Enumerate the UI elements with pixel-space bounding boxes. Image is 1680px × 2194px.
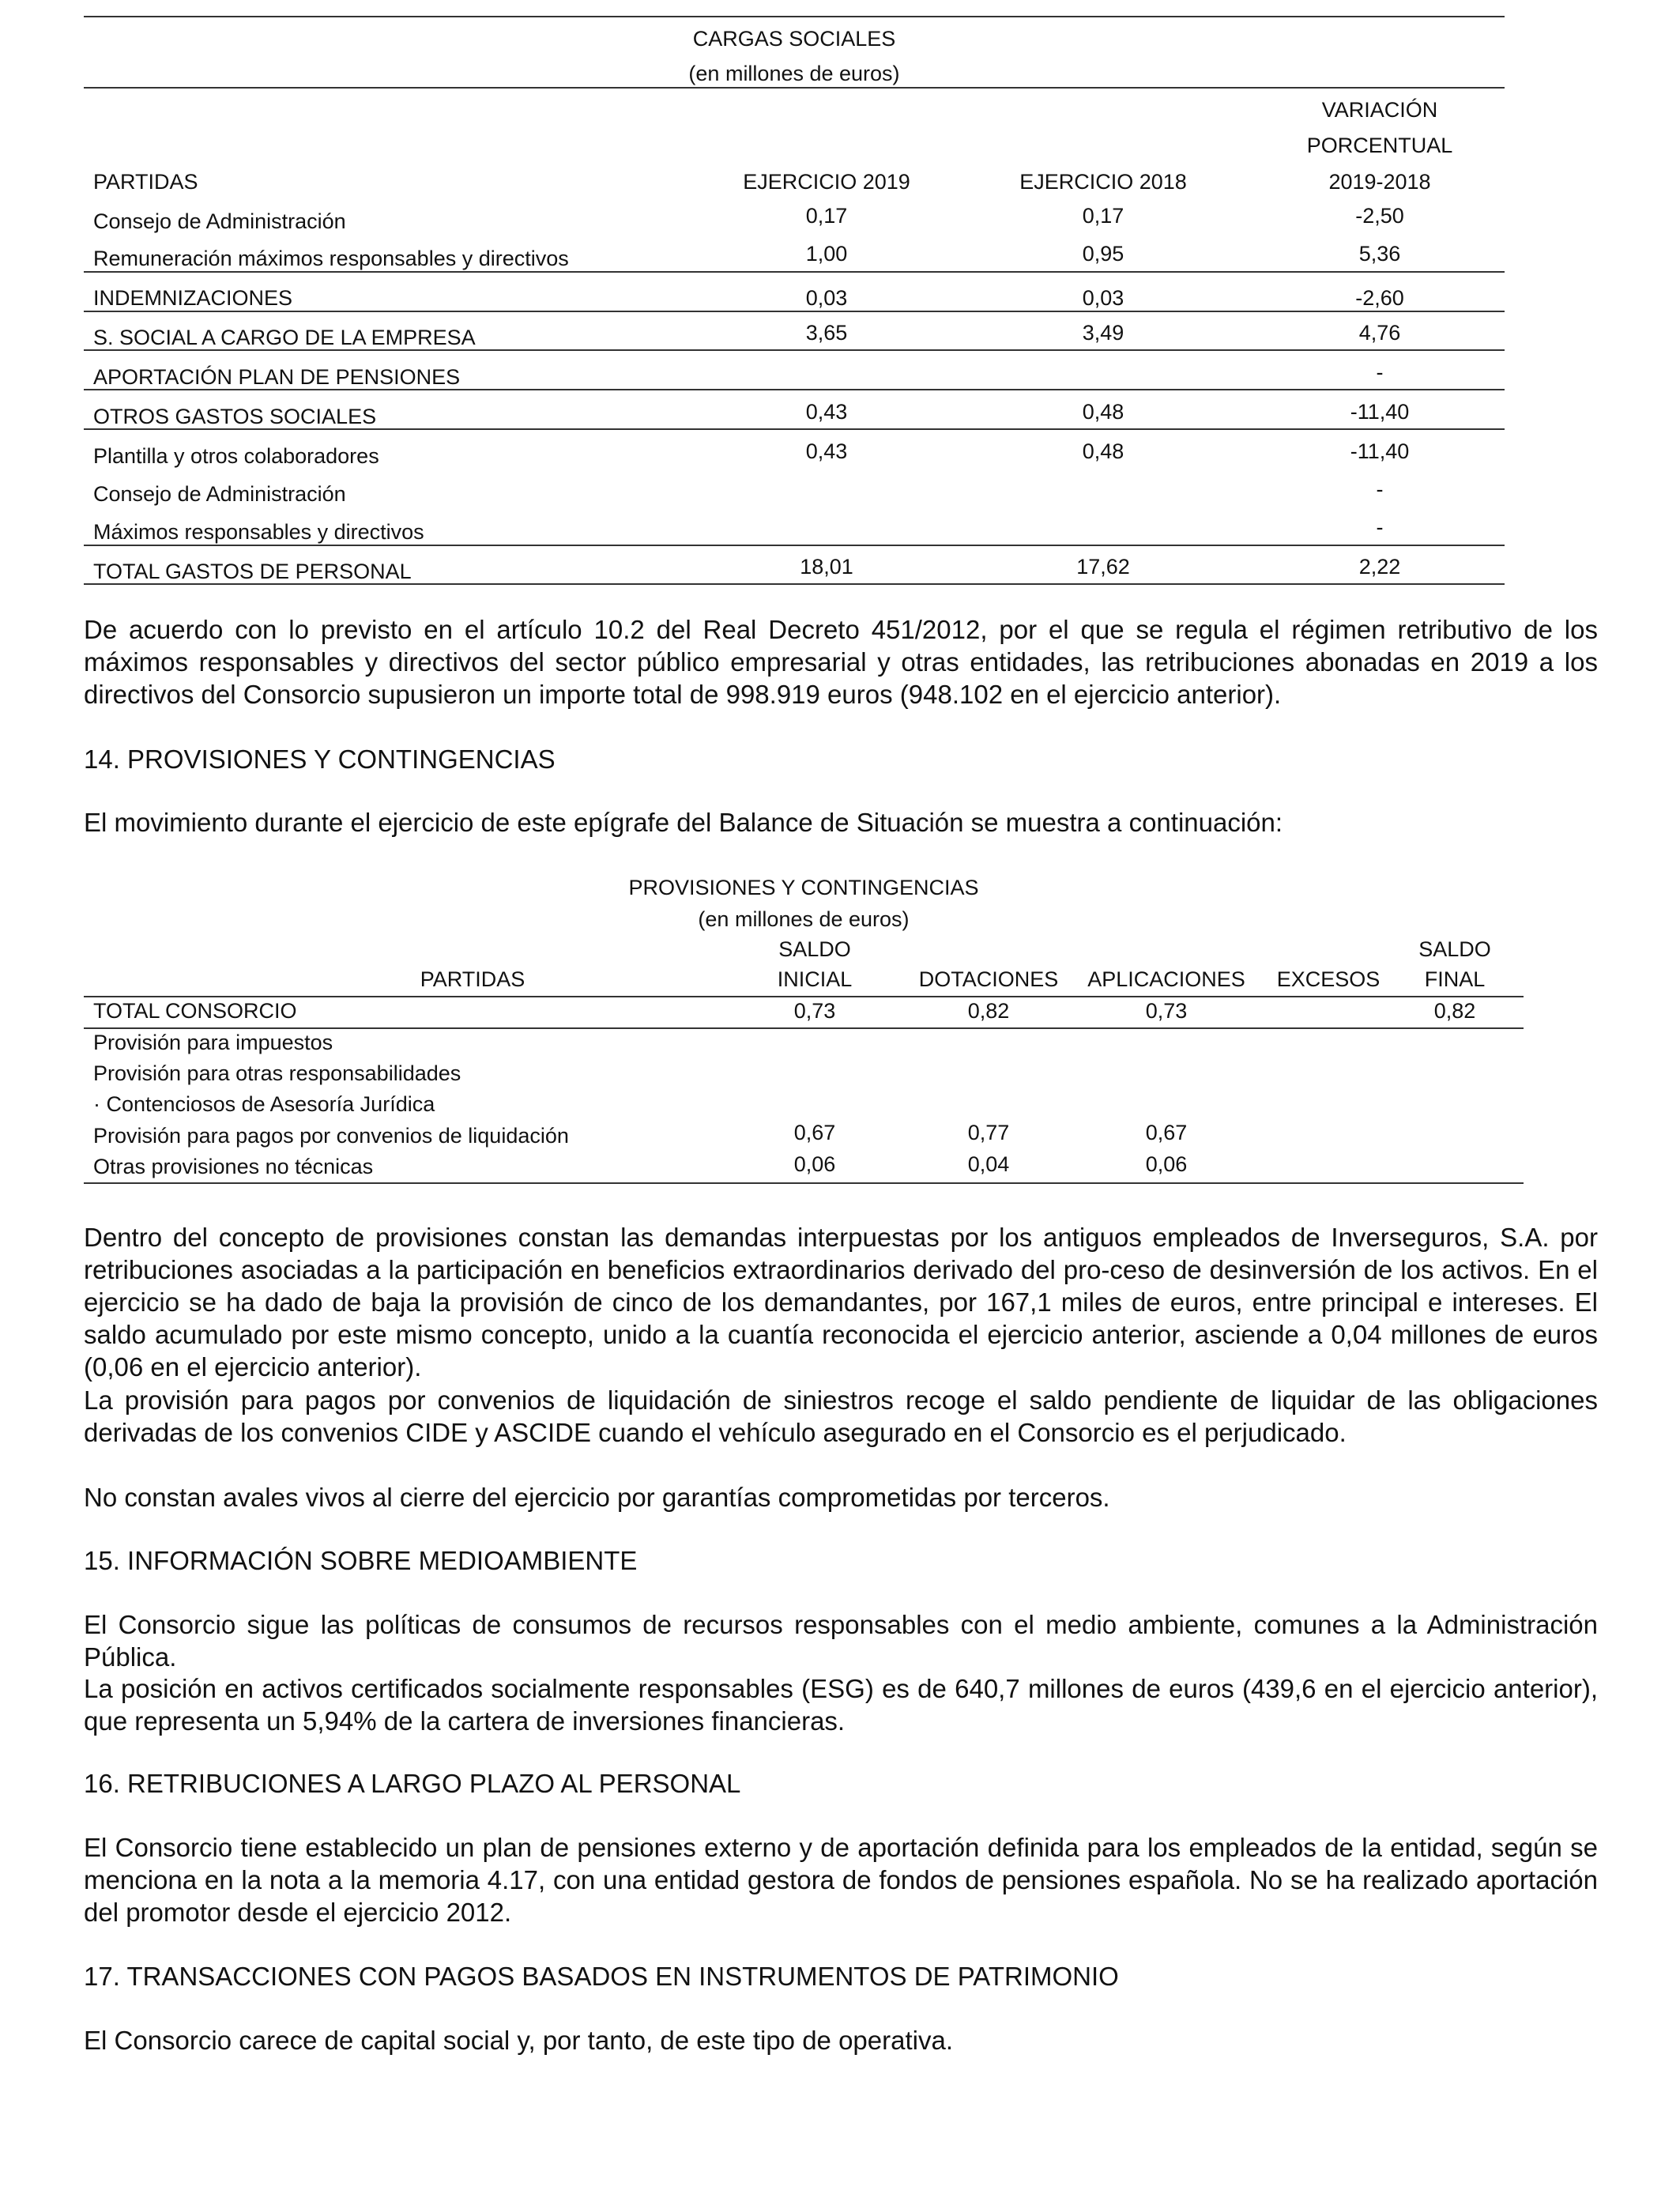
table-rule — [84, 87, 1505, 89]
header-porcentual: PORCENTUAL — [1306, 134, 1453, 157]
paragraph-medioambiente: El Consorcio sigue las políticas de consumos de recursos responsables con el medio ambiente, comunes a la Administración Pública. — [84, 1610, 1598, 1672]
table-cell: -11,40 — [1350, 400, 1410, 424]
table-rule — [84, 428, 1505, 430]
header-saldo-inicial: SALDO — [778, 937, 851, 961]
table-row-label: INDEMNIZACIONES — [93, 286, 293, 310]
table-row-label: Provisión para otras responsabilidades — [93, 1061, 461, 1085]
table-rule — [84, 1027, 1524, 1029]
table-caption: PROVISIONES Y CONTINGENCIAS — [628, 876, 979, 899]
table-rule — [84, 389, 1505, 390]
header-saldo-final: SALDO — [1418, 937, 1491, 961]
table-cell: 0,17 — [1082, 204, 1124, 228]
header-ejercicio-2019: EJERCICIO 2019 — [743, 170, 910, 194]
paragraph-pensiones: El Consorcio tiene establecido un plan de pensiones externo y de aportación definida para los empleados de la entidad, según se menciona en la nota a la memoria 4.17, con una entidad gestora de fondos de pensiones española. No se ha realizado aportación del promotor desde el ejercicio 2012. — [84, 1833, 1598, 1927]
table-units: (en millones de euros) — [698, 907, 910, 931]
header-dotaciones: DOTACIONES — [918, 967, 1059, 991]
paragraph-demandas: Dentro del concepto de provisiones constan las demandas interpuestas por los antiguos empleados de Inverseguros, S.A. por retribuciones asociadas a la participación en beneficios extraordinarios derivado del pro-ceso de desinversión de los activos. En el ejercicio se ha dado de baja la provisión de cinco de los demandantes, por 167,1 miles de euros, entre principal e intereses. El saldo acumulado por este mismo concepto, unido a la cuantía reconocida el ejercicio anterior, asciende a 0,04 millones de euros (0,06 en el ejercicio anterior). — [84, 1223, 1598, 1382]
paragraph-convenios: La provisión para pagos por convenios de liquidación de siniestros recoge el saldo pendiente de liquidar de las obligaciones derivadas de los convenios CIDE y ASCIDE cuando el vehículo asegurado en el Consorcio es el perjudicado. — [84, 1385, 1598, 1447]
table-cell: 2,22 — [1358, 555, 1401, 579]
table-caption: CARGAS SOCIALES — [692, 27, 896, 51]
table-units: (en millones de euros) — [688, 62, 900, 85]
header-ejercicio-2018: EJERCICIO 2018 — [1019, 170, 1187, 194]
table-cell: 3,65 — [805, 321, 848, 345]
table-cell: 0,43 — [805, 400, 848, 424]
table-cell: 0,48 — [1082, 439, 1124, 463]
header-2019-2018: 2019-2018 — [1328, 170, 1431, 194]
table-row-label: Remuneración máximos responsables y directivos — [93, 247, 569, 270]
section-heading: 15. INFORMACIÓN SOBRE MEDIOAMBIENTE — [84, 1546, 638, 1575]
table-rule — [84, 583, 1505, 585]
table-cell: 0,48 — [1082, 400, 1124, 424]
paragraph-esg: La posición en activos certificados socialmente responsables (ESG) es de 640,7 millones de euros (439,6 en el ejercicio anterior), que representa un 5,94% de la cartera de inversiones financieras. — [84, 1674, 1598, 1736]
table-cell: 0,06 — [1145, 1152, 1188, 1176]
section-heading: 14. PROVISIONES Y CONTINGENCIAS — [84, 745, 556, 774]
table-cell: - — [1376, 515, 1384, 539]
table-cell: 17,62 — [1076, 555, 1130, 579]
table-rule — [84, 1182, 1524, 1184]
table-cell: 4,76 — [1358, 321, 1401, 345]
table-row-label: APORTACIÓN PLAN DE PENSIONES — [93, 365, 461, 389]
table-cell: - — [1376, 477, 1384, 501]
paragraph-avales: No constan avales vivos al cierre del ejercicio por garantías comprometidas por terceros. — [84, 1483, 1110, 1512]
section-heading: 16. RETRIBUCIONES A LARGO PLAZO AL PERSONAL — [84, 1769, 741, 1798]
table-cell: - — [1376, 360, 1384, 384]
table-cell: 0,17 — [805, 204, 848, 228]
table-cell: 0,73 — [1145, 999, 1188, 1023]
table-cell: 0,82 — [1433, 999, 1476, 1023]
table-cell: 5,36 — [1358, 242, 1401, 266]
table-cell: 0,03 — [805, 286, 848, 310]
table-row-label: Máximos responsables y directivos — [93, 520, 424, 544]
section-heading: 17. TRANSACCIONES CON PAGOS BASADOS EN INSTRUMENTOS DE PATRIMONIO — [84, 1962, 1119, 1991]
table-row-label: OTROS GASTOS SOCIALES — [93, 405, 377, 428]
header-partidas: PARTIDAS — [420, 967, 525, 991]
table-rule — [84, 311, 1505, 312]
table-rule — [84, 349, 1505, 351]
table-cell: 0,67 — [793, 1121, 836, 1144]
header-excesos: EXCESOS — [1276, 967, 1381, 991]
table-cell: 0,73 — [793, 999, 836, 1023]
table-cell: 0,77 — [967, 1121, 1010, 1144]
paragraph-capital: El Consorcio carece de capital social y, por tanto, de este tipo de operativa. — [84, 2026, 954, 2055]
table-rule — [84, 996, 1524, 997]
table-rule — [84, 271, 1505, 273]
paragraph-intro: El movimiento durante el ejercicio de este epígrafe del Balance de Situación se muestra a continuación: — [84, 808, 1283, 837]
header-variacion: VARIACIÓN — [1321, 98, 1438, 122]
table-cell: 0,04 — [967, 1152, 1010, 1176]
table-row-label: Provisión para pagos por convenios de liquidación — [93, 1124, 569, 1148]
table-rule — [84, 545, 1505, 546]
table-cell: -11,40 — [1350, 439, 1410, 463]
table-row-label: Consejo de Administración — [93, 482, 346, 506]
table-row-label: TOTAL CONSORCIO — [93, 999, 297, 1023]
table-cell: -2,60 — [1355, 286, 1404, 310]
table-row-label: Otras provisiones no técnicas — [93, 1155, 374, 1178]
table-cell: 0,67 — [1145, 1121, 1188, 1144]
table-cell: 0,82 — [967, 999, 1010, 1023]
table-row-label: Consejo de Administración — [93, 209, 346, 233]
table-cell: -2,50 — [1355, 204, 1404, 228]
header-partidas: PARTIDAS — [93, 170, 198, 194]
table-cell: 0,03 — [1082, 286, 1124, 310]
table-cell: 18,01 — [800, 555, 853, 579]
table-cell: 0,06 — [793, 1152, 836, 1176]
table-row-label: Plantilla y otros colaboradores — [93, 444, 379, 468]
header-aplicaciones: APLICACIONES — [1087, 967, 1245, 991]
table-cell: 1,00 — [805, 242, 848, 266]
table-row-label: S. SOCIAL A CARGO DE LA EMPRESA — [93, 326, 476, 349]
table-row-label: · Contenciosos de Asesoría Jurídica — [93, 1092, 435, 1116]
table-cell: 0,43 — [805, 439, 848, 463]
table-rule — [84, 16, 1505, 17]
header-inicial: INICIAL — [777, 967, 853, 991]
table-cell: 3,49 — [1082, 321, 1124, 345]
table-row-label: Provisión para impuestos — [93, 1031, 333, 1054]
header-final: FINAL — [1424, 967, 1486, 991]
table-row-label: TOTAL GASTOS DE PERSONAL — [93, 560, 412, 583]
paragraph-retribuciones: De acuerdo con lo previsto en el artículo 10.2 del Real Decreto 451/2012, por el que se regula el régimen retributivo de los máximos responsables y directivos del sector público empresarial y otras entidades, las retribuciones abonadas en 2019 a los directivos del Consorcio supusieron un importe total de 998.919 euros (948.102 en el ejercicio anterior). — [84, 615, 1598, 709]
table-cell: 0,95 — [1082, 242, 1124, 266]
